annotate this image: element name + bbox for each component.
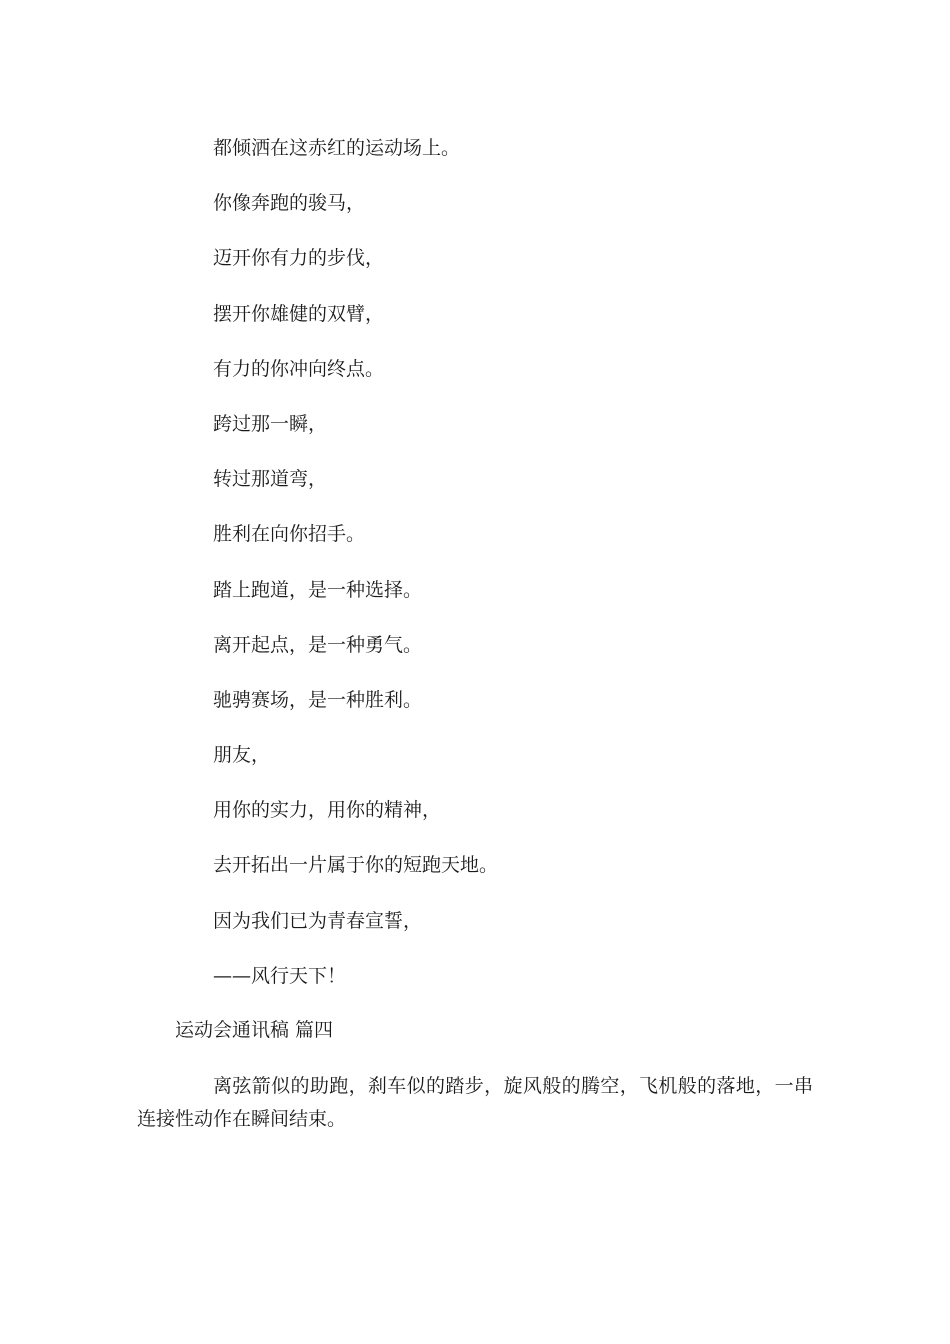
- poem-lines: [213, 133, 498, 1016]
- poem-line: 你像奔跑的骏马，: [213, 192, 366, 215]
- poem-line: 转过那道弯，: [213, 468, 328, 491]
- section-paragraph: 离弦箭似的助跑，刹车似的踏步，旋风般的腾空，飞机般的落地，一串连接性动作在瞬间结束。: [137, 1075, 813, 1130]
- poem-line: 朋友，: [213, 744, 271, 767]
- poem-line: 去开拓出一片属于你的短跑天地。: [213, 854, 499, 877]
- poem-line: 迈开你有力的步伐，: [213, 247, 385, 270]
- poem-line: 离开起点，是一种勇气。: [213, 633, 423, 656]
- section-heading: 运动会通讯稿 篇四: [175, 1019, 334, 1041]
- poem-line: ——风行天下！: [213, 964, 347, 987]
- poem-line: 驰骋赛场，是一种胜利。: [213, 688, 423, 711]
- poem-line: 用你的实力，用你的精神，: [213, 799, 442, 822]
- poem-line: 都倾洒在这赤红的运动场上。: [213, 137, 461, 159]
- poem-line: 摆开你雄健的双臂，: [213, 302, 385, 325]
- poem-line: 踏上跑道，是一种选择。: [213, 578, 423, 601]
- poem-line: 因为我们已为青春宣誓，: [213, 909, 423, 932]
- poem-line: 有力的你冲向终点。: [213, 357, 385, 380]
- poem-line: 跨过那一瞬，: [213, 412, 328, 435]
- poem-line: 胜利在向你招手。: [213, 523, 366, 546]
